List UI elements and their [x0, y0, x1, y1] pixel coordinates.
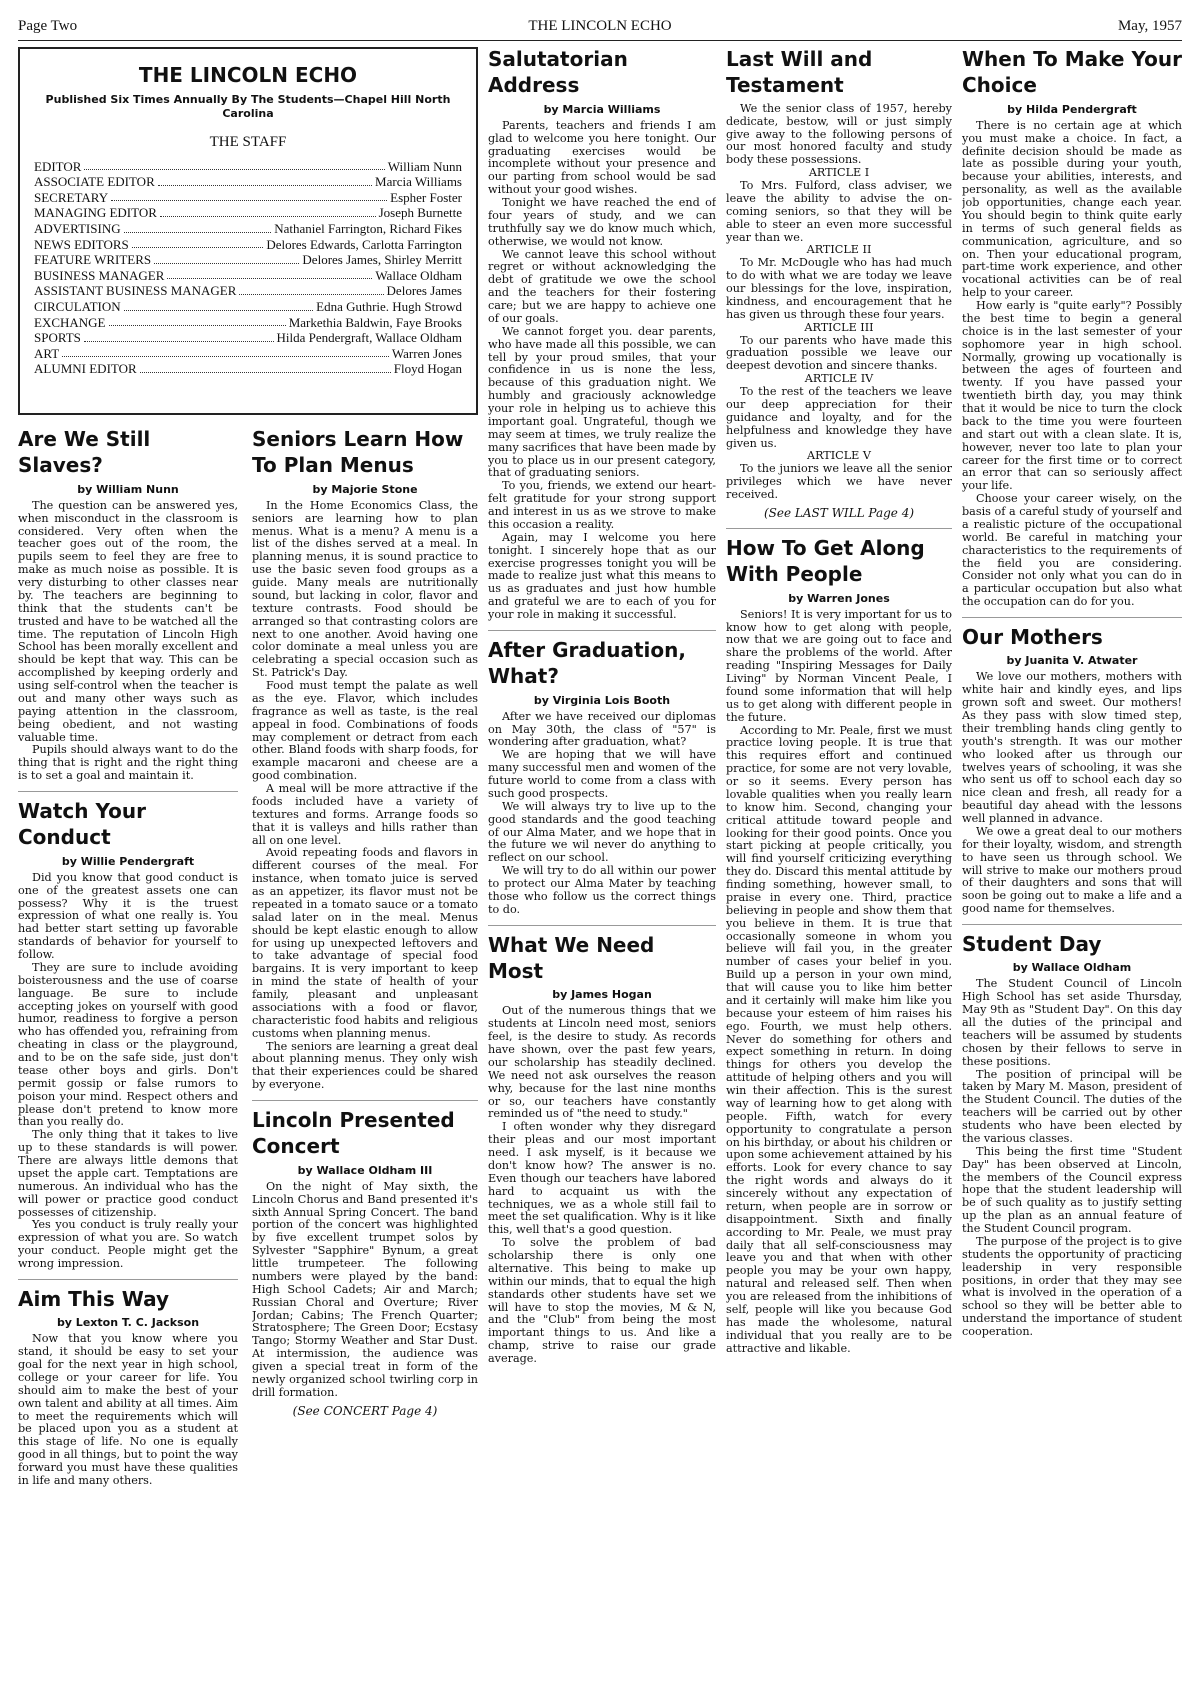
masthead-title: THE LINCOLN ECHO [138, 63, 358, 87]
article-heading-label: ARTICLE III [804, 320, 874, 334]
article-paragraph: We are hoping that we will have many successful men and women of the future world to come from a class with such good prospects. [488, 748, 716, 800]
article-paragraph: We love our mothers, mothers with white hair and kindly eyes, and lips grown soft and sweet. Our mothers! As they pass with slow timed step, their trembling hands cling gently to youth's strength. It was our mother who looked after us through our twelves years of schooling, it was she who sent us off to school each day so nice clean and fresh, all ready for a beautiful day ahead with the lessons well planned in advance. [962, 670, 1182, 826]
article-paragraph: Tonight we have reached the end of four years of study, and we can truthfully say we do know much which, otherwise, we would not know. [488, 196, 716, 248]
article-paragraph: Pupils should always want to do the thing that is right and the right thing is to set a goal and maintain it. [18, 743, 238, 783]
leader-dots [154, 252, 299, 264]
article-paragraph: This being the first time "Student Day" has been observed at Lincoln, the members of the Council express hope that the student leadership will be of such quality as to justify setting up the plan as an annual feature of the Student Council program. [962, 1144, 1182, 1236]
staff-list [34, 159, 462, 377]
staff-role: EXCHANGE [34, 314, 106, 330]
column-divider [18, 791, 238, 792]
staff-row [34, 283, 462, 299]
article-headline: When To Make Your Choice [962, 47, 1182, 98]
article-heading-label: ARTICLE I [808, 166, 870, 180]
article-paragraph: To Mrs. Fulford, class adviser, we leave the ability to advise the on-coming seniors, so that they will be able to steer an even more successful year than we. [726, 179, 952, 244]
article-headline: Watch Your Conduct [18, 799, 146, 850]
column-5 [962, 40, 1182, 1680]
article-paragraph: To the rest of the teachers we leave our deep appreciation for their guidance and loyalty, and for the helpfulness and knowledge they have given us. [726, 385, 952, 450]
staff-row [34, 252, 462, 268]
staff-role: ASSOCIATE EDITOR [34, 174, 155, 190]
staff-row [34, 159, 462, 175]
leader-dots [158, 174, 372, 186]
article-body [488, 711, 716, 917]
article-last-will [726, 46, 952, 520]
column-3 [488, 40, 716, 1680]
staff-name: Nathaniel Farrington, Richard Fikes [274, 220, 462, 236]
staff-row [34, 330, 462, 346]
article-paragraph: I often wonder why they disregard their pleas and our most important need. I ask myself, is it because we don't know how? The answer is no. Even though our teachers have labored hard to acquaint us with the techniques, we as a whole still fail to meet the set qualification. Why is it like this, well that's a good question. [488, 1120, 716, 1237]
article-body [726, 609, 952, 1356]
article-heading-label: ARTICLE V [807, 449, 871, 463]
column-divider [488, 630, 716, 631]
article-paragraph: Did you know that good conduct is one of the greatest assets one can possess? Why it is the truest expression of what one really is. You had better start setting up favorable standards of behavior for yourself to follow. [18, 870, 238, 962]
article-headline: Seniors Learn How To Plan Menus [252, 427, 464, 478]
leader-dots [62, 346, 389, 358]
staff-name: William Nunn [387, 158, 462, 174]
article-headline: Lincoln Presented Concert [252, 1108, 455, 1159]
column-1 [18, 420, 238, 1680]
staff-name: Edna Guthrie. Hugh Strowd [316, 298, 462, 314]
article-body [488, 120, 716, 622]
staff-role: BUSINESS MANAGER [34, 267, 165, 283]
staff-name: Floyd Hogan [393, 361, 462, 377]
leader-dots [84, 159, 384, 171]
staff-name: Joseph Burnette [378, 205, 462, 221]
continued-note: (See LAST WILL Page 4) [763, 505, 915, 520]
article-paragraph: The only thing that it takes to live up to these standards is will power. There are always little demons that upset the apple cart. Temptations are numerous. An individual who has the will power or practice good conduct possesses of citizenship. [18, 1128, 238, 1219]
column-divider [252, 1100, 478, 1101]
article-headline: Our Mothers [962, 625, 1103, 650]
article-byline: by James Hogan [552, 988, 652, 1002]
staff-name: Delores James [386, 283, 462, 299]
article-byline: by William Nunn [77, 482, 179, 496]
article-paragraph: We cannot forget you. dear parents, who have made all this possible, we can tell by your proud smiles, that your confidence in us is none the less, because of this graduation night. We humbly and graciously acknowledge your role in helping us to achieve this important goal. Ungrateful, though we may seem at times, we truly realize the many sacrifices that have been made by you to place us in our present category, that of graduating seniors. [488, 324, 716, 480]
article-paragraph: The position of principal will be taken by Mary M. Mason, president of the Student Council. The duties of the teachers will be carried out by other students who have been elected by the various classes. [962, 1067, 1182, 1145]
staff-name: Espher Foster [390, 189, 462, 205]
article-paragraph: According to Mr. Peale, first we must practice loving people. It is true that this requires effort and continued practice, for some are not very lovable, or so it seems. Every person has lovable qualities when you really learn to know him. Second, changing your critical attitude toward people and looking for their good points. Once you start picking at people critically, you will find yourself criticizing everything they do. Discard this mental attitude by finding something, however small, to praise in every one. Third, practice believing in people and show them that you believe in them. It is true that occasionally someone in whom you believe will fail you, in the greater number of cases your belief in you. Build up a person in your own mind, that will cause you to like him better and it certainly will make him like you because your esteem of him raises his ego. Fourth, we must help others. Never do something for others and expect something in return. In doing things for others you develop the attitude of helping others and you will win their affection. This is the surest way of learning how to get along with people. Fifth, watch for every opportunity to congratulate a person on his birthday, or about his children or upon some achievement attained by his efforts. Look for every chance to say the right words and always do it sincerely without any expectation of return, when people are in sorrow or disappointment. Sixth and finally according to Mr. Peale, we must pray daily that all self-consciousness may leave you and that when with other people you may be your own happy, natural and released self. Then when you are released from the inhibitions of self, people will like you because God has made the wholesome, natural individual that you really are to be attractive and likable. [726, 723, 952, 1355]
staff-row [34, 361, 462, 377]
staff-role: EDITOR [34, 158, 82, 174]
article-paragraph: We will always try to live up to the good standards and the good teaching of our Alma Mater, and we hope that in the future we wil never do anything to reflect on our school. [488, 799, 716, 865]
staff-name: Hilda Pendergraft, Wallace Oldham [276, 330, 462, 346]
article-paragraph: Now that you know where you stand, it should be easy to set your goal for the next year in high school, college or your career for life. You should aim to make the best of your own talent and ability at all times. Aim to meet the requirements which will be placed upon you as a student at this stage of life. No one is equally good in all things, but to point the way forward you must have these qualities in life and many others. [18, 1332, 238, 1487]
article-paragraph: We will try to do all within our power to protect our Alma Mater by teaching those who follow us the correct things to do. [488, 864, 716, 916]
article-body [18, 1333, 238, 1488]
article-paragraph: Out of the numerous things that we students at Lincoln need most, seniors feel, is the desire to study. As records have shown, over the past few years, our scholarship has steadily declined. We need not ask ourselves the reason why, because for the last nine months or so, our teachers have constantly reminded us of "the need to study." [488, 1004, 716, 1121]
continued-note: (See CONCERT Page 4) [292, 1403, 438, 1418]
page-header [18, 18, 1182, 40]
article-student-day [962, 931, 1182, 1339]
article-byline: by Warren Jones [788, 591, 890, 605]
article-are-we-still-slaves [18, 426, 238, 783]
article-headline: After Graduation, What? [488, 637, 686, 689]
article-paragraph: Food must tempt the palate as well as the eye. Flavor, which includes fragrance as well as taste, is the real appeal in food. Combinations of foods may complement or detract from each other. Bland foods with sharp foods, for example macaroni and cheese are a good combination. [252, 679, 478, 783]
page-number: Page Two [18, 18, 78, 34]
column-divider [726, 528, 952, 529]
leader-dots [111, 190, 387, 202]
staff-row [34, 237, 462, 253]
article-paragraph: We cannot leave this school without regret or without acknowledging the debt of gratitude we owe the school and the teachers for their fostering care; but we are happy to achieve one of our goals. [488, 247, 716, 325]
article-our-mothers [962, 624, 1182, 916]
article-byline: by Majorie Stone [312, 482, 418, 496]
article-paragraph: The Student Council of Lincoln High School has set aside Thursday, May 9th as "Student Day". On this day all the duties of the principal and teachers will be assumed by students chosen by their fellows to serve in these positions. [962, 977, 1182, 1068]
article-headline: Salutatorian Address [488, 47, 628, 98]
article-body [962, 120, 1182, 609]
article-byline: by Virginia Lois Booth [533, 693, 671, 707]
article-paragraph: On the night of May sixth, the Lincoln Chorus and Band presented it's sixth Annual Spring Concert. The band portion of the concert was highlighted by five excellent trumpet solos by Sylvester "Sapphire" Bynum, a great little trumpeteer. The following numbers were played by the band: High School Cadets; Air and March; Russian Choral and Overture; River Jordan; Cabins; The French Quarter; Stratosphere; The Green Door; Ecstasy Tango; Stormy Weather and Star Dust. At intermission, the audience was given a special treat in form of the newly organized school twirling corp in drill formation. [252, 1179, 478, 1399]
article-body [962, 978, 1182, 1339]
article-byline: by Wallace Oldham III [297, 1163, 433, 1177]
article-byline: by Wallace Oldham [1012, 961, 1132, 975]
article-paragraph: In the Home Economics Class, the seniors are learning how to plan menus. What is a menu? A menu is a list of the dishes served at a meal. In planning menus, it is sound practice to use the basic seven food groups as a guide. Many meals are nutritionally sound, but lacking in color, flavor and texture contrasts. Food should be arranged so that contrasting colors are next to one another. Avoid having one color dominate a meal unless you are celebrating a special occasion such as St. Patrick's Day. [252, 498, 478, 680]
staff-row [34, 299, 462, 315]
article-paragraph: We the senior class of 1957, hereby dedicate, bestow, will or just simply give away to the following persons of our most honored faculty and study body these possessions. [726, 101, 952, 167]
article-body [18, 872, 238, 1271]
article-paragraph: Seniors! It is very important for us to know how to get along with people, now that we are going out to face and share the problems of the world. After reading "Inspiring Messages for Daily Living" by Norman Vincent Peale, I found some information that will help us to get along with different people in the future. [726, 607, 952, 724]
staff-name: Warren Jones [391, 345, 462, 361]
article-what-we-need-most [488, 932, 716, 1366]
article-paragraph: Yes you conduct is truly really your expression of what you are. So watch your conduct. People might get the wrong impression. [18, 1218, 238, 1271]
staff-role: MANAGING EDITOR [34, 205, 157, 221]
article-watch-your-conduct [18, 798, 238, 1271]
leader-dots [124, 221, 272, 233]
article-headline: Last Will and Testament [726, 47, 873, 98]
column-divider [488, 925, 716, 926]
article-byline: by Hilda Pendergraft [1007, 102, 1137, 116]
staff-row [34, 205, 462, 221]
newspaper-name: THE LINCOLN ECHO [528, 18, 672, 34]
staff-row [34, 221, 462, 237]
column-divider [962, 617, 1182, 618]
staff-role: SPORTS [34, 330, 81, 346]
article-byline: by Lexton T. C. Jackson [56, 1316, 200, 1330]
staff-role: ART [34, 345, 60, 361]
staff-role: ASSISTANT BUSINESS MANAGER [34, 283, 237, 299]
article-heading-label: ARTICLE II [806, 243, 872, 257]
article-paragraph: To solve the problem of bad scholarship there is only one alternative. This being to make up within our minds, that to equal the high standards other students have set we will have to stop the movies, M & N, and the "Club" from being the most important things to us. And like a champ, strive to raise our grade average. [488, 1236, 716, 1366]
staff-role: SECRETARY [34, 189, 109, 205]
article-presented-concert [252, 1107, 478, 1418]
article-paragraph: How early is "quite early"? Possibly the best time to begin a general choice is in the last semester of your sophomore year in high school. Normally, growing up vocationally is between the ages of fourteen and twenty. If you have passed your twentieth birth day, you may think that it would be nice to turn the clock back to the time you were fourteen and start out with a clean slate. It is, however, never too late to plan your career for the first time or to correct an error that can so seriously affect your life. [962, 299, 1182, 493]
staff-name: Delores James, Shirley Merritt [302, 252, 462, 268]
article-paragraph: We owe a great deal to our mothers for their loyalty, wisdom, and strength to have seen us through school. We will strive to make our mothers proud of their daughters and sons that will soon be going out to make a life and a good name for themselves. [962, 824, 1182, 916]
article-headline: How To Get Along With People [726, 535, 925, 587]
staff-name: Wallace Oldham [375, 267, 462, 283]
article-paragraph: To the juniors we leave all the senior privileges which we have never received. [726, 462, 952, 502]
article-body [488, 1005, 716, 1366]
column-2 [252, 420, 478, 1680]
article-body [18, 500, 238, 783]
staff-name: Delores Edwards, Carlotta Farrington [266, 236, 462, 252]
article-headline: Student Day [962, 932, 1102, 957]
article-salutatorian-address [488, 46, 716, 622]
leader-dots [140, 361, 391, 373]
column-divider [18, 1279, 238, 1280]
column-divider [962, 924, 1182, 925]
article-paragraph: The seniors are learning a great deal about planning menus. They only wish that their experiences could be shared by everyone. [252, 1039, 478, 1092]
article-body [252, 500, 478, 1092]
leader-dots [132, 237, 264, 249]
leader-dots [167, 268, 372, 280]
article-paragraph: To you, friends, we extend our heart-felt gratitude for your strong support and interest in us as we strove to make this occasion a reality. [488, 479, 716, 531]
staff-role: NEWS EDITORS [34, 236, 129, 252]
article-headline: Aim This Way [18, 1286, 170, 1311]
article-get-along-with-people [726, 535, 952, 1356]
staff-row [34, 315, 462, 331]
staff-role: ADVERTISING [34, 220, 121, 236]
leader-dots [124, 299, 313, 311]
staff-row [34, 174, 462, 190]
article-paragraph: The question can be answered yes, when misconduct in the classroom is considered. Very often when the teacher goes out of the room, the pupils seem to feel they are free to make as much noise as possible. It is very disturbing to other classes near by. The teachers are beginning to think that the students can't be trusted and have to be watched all the time. The reputation of Lincoln High School has been morally excellent and should be kept that way. This can be accomplished by keeping orderly and using self-control when the teacher is out and many other ways such as paying attention in the classroom, being obedient, and not wasting valuable time. [18, 498, 238, 744]
article-paragraph: The purpose of the project is to give students the opportunity of practicing leadership in very responsible positions, in order that they may see what is involved in the operation of a school so they will be better able to understand the importance of student cooperation. [962, 1234, 1182, 1339]
article-byline: by Marcia Williams [543, 102, 661, 116]
article-body [962, 671, 1182, 916]
article-byline: by Juanita V. Atwater [1006, 654, 1138, 668]
staff-heading: THE STAFF [209, 133, 287, 150]
article-byline: by Willie Pendergraft [61, 854, 195, 868]
staff-name: Marcia Williams [375, 174, 462, 190]
leader-dots [239, 283, 383, 295]
staff-role: FEATURE WRITERS [34, 252, 152, 268]
leader-dots [109, 315, 286, 327]
article-paragraph: After we have received our diplomas on May 30th, the class of "57" is wondering after graduation, what? [488, 709, 716, 749]
article-paragraph: A meal will be more attractive if the foods included have a variety of textures and forms. Arrange foods so that it is valleys and hills rather than all on one level. [252, 782, 478, 847]
article-paragraph: To our parents who have made this graduation possible we leave our deepest devotion and sincere thanks. [726, 333, 952, 373]
staff-role: ALUMNI EDITOR [34, 361, 137, 377]
article-headline: Are We Still Slaves? [18, 427, 151, 478]
article-paragraph: There is no certain age at which you must make a choice. In fact, a definite decision should be made as late as possible during your youth, because your abilities, interests, and personality, as well as the available job opportunities, change each year. You should begin to think quite early in terms of such general fields as communication, agriculture, and so on. Then your educational program, part-time work experience, and other vocational activities can be of real help to your career. [962, 118, 1182, 300]
article-paragraph: Parents, teachers and friends I am glad to welcome you here tonight. Our graduating exercises would be incomplete without your presence and our parting from school would be sad without your good wishes. [488, 118, 716, 197]
leader-dots [84, 330, 274, 342]
article-heading-label: ARTICLE IV [804, 372, 874, 386]
staff-role: CIRCULATION [34, 298, 121, 314]
staff-row [34, 346, 462, 362]
article-after-graduation [488, 637, 716, 917]
article-plan-menus [252, 426, 478, 1092]
column-4 [726, 40, 952, 1680]
masthead-subtitle: Published Six Times Annually By The Students—Chapel Hill North Carolina [45, 93, 451, 121]
article-headline: What We Need Most [488, 932, 655, 984]
leader-dots [160, 205, 376, 217]
masthead-box [18, 47, 478, 415]
article-paragraph: Avoid repeating foods and flavors in different courses of the meal. For instance, when tomato juice is served as an appetizer, its flavor must not be repeated in a tomato sauce or a tomato salad later on in the meal. Menus should be kept elastic enough to allow for using up unexpected leftovers and to take advantage of special food bargains. It is very important to keep in mind the state of health of your family, pleasant and unpleasant associations with a food or flavor, characteristic food habits and religious customs when planning menus. [252, 846, 478, 1040]
article-paragraph: They are sure to include avoiding boisterousness and the use of coarse language. Be sure to include accepting jokes on yourself with good humor, readiness to forgive a person who has offended you, refraining from cheating in class or the playground, and to be on the safe side, just don't tease other boys and girls. Don't permit gossip or false rumors to poison your mind. Respect others and please don't pretend to know more than you really do. [18, 960, 238, 1129]
article-paragraph: To Mr. McDougle who has had much to do with what we are today we leave our blessings for the love, inspiration, kindness, and encouragement that he has given us through these four years. [726, 256, 952, 321]
article-body [252, 1181, 478, 1400]
staff-row [34, 190, 462, 206]
issue-date: May, 1957 [1117, 18, 1182, 34]
staff-row [34, 268, 462, 284]
article-paragraph: Again, may I welcome you here tonight. I sincerely hope that as our exercise progresses tonight you will be made to realize just what this means to us as graduates and just how humble and grateful we are to each of you for your role in making it successful. [488, 530, 716, 622]
article-make-your-choice [962, 46, 1182, 609]
staff-name: Markethia Baldwin, Faye Brooks [288, 314, 462, 330]
article-body [726, 103, 952, 502]
article-paragraph: Choose your career wisely, on the basis of a careful study of yourself and a realistic picture of the occupational world. Be careful in matching your characteristics to the requirements of the field you are considering. Consider not only what you can do in a particular occupation but also what the occupation can do for you. [962, 492, 1182, 609]
article-aim-this-way [18, 1286, 238, 1488]
